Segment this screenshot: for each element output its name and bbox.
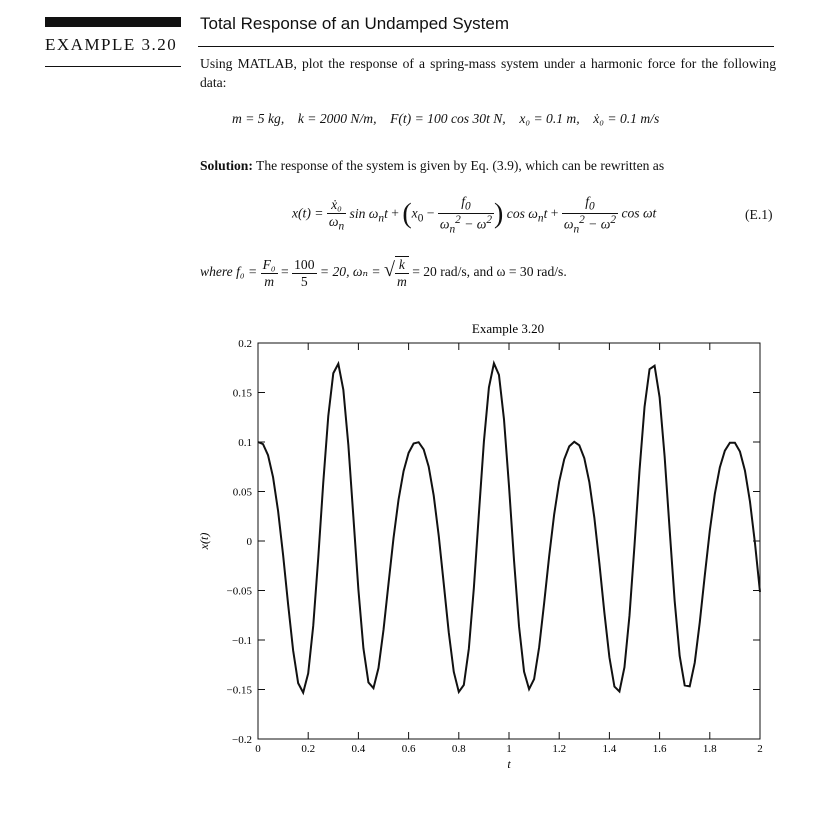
y-tick-label: −0.15 bbox=[226, 684, 252, 697]
y-axis-label: x(t) bbox=[197, 532, 211, 550]
x-tick-label: 1.6 bbox=[652, 743, 667, 755]
where-prefix: where f₀ = bbox=[200, 264, 258, 280]
x-tick-label: 2 bbox=[757, 743, 763, 755]
example-title: Total Response of an Undamped System bbox=[200, 14, 510, 33]
x-axis-label: t bbox=[507, 757, 511, 771]
x-tick-label: 0.4 bbox=[351, 743, 366, 755]
x-tick-label: 1.2 bbox=[552, 743, 567, 755]
x-tick-label: 1 bbox=[506, 743, 512, 755]
where-frac-den: m bbox=[264, 273, 275, 289]
x-tick-label: 1.8 bbox=[702, 743, 717, 755]
eq-lhs: x(t) = bbox=[292, 205, 324, 221]
where-rest: = 20, ωₙ = bbox=[319, 264, 381, 280]
equation-e1: x(t) = $\frac{\text{ẋ₀}}{\omega_n}$ $\sin \omega_nt + (x_0$ − $\frac{f_0}{\omega_n^2 - \omega^2}$ ) $\cos \omega_nt$ + $\frac{f_0}{\omega_n^2 - \omega^2}$ cos ωt bbox=[292, 194, 657, 235]
where-eq-num: 100 bbox=[294, 256, 315, 272]
y-tick-label: 0.2 bbox=[238, 338, 252, 350]
where-frac-num: F₀ bbox=[262, 256, 276, 272]
given-force: F(t) = 100 cos 30t N, bbox=[390, 111, 506, 126]
where-eq-den: 5 bbox=[300, 273, 308, 289]
y-tick-label: −0.1 bbox=[232, 635, 252, 647]
given-xdot0: ẋ₀ = 0.1 m/s bbox=[593, 111, 660, 126]
where-tail: = 20 rad/s, and ω = 30 rad/s. bbox=[412, 264, 567, 280]
where-line: where f₀ = $\frac{\text{F₀}}{m}$ = $\frac{100}{5}$ = 20, ωₙ = √ $\frac{k}{m}$ = 20 rad/s, and ω = 30 rad/s. bbox=[200, 256, 567, 289]
series-line-x-of-t bbox=[258, 363, 760, 692]
example-label: EXAMPLE 3.20 bbox=[45, 35, 178, 54]
given-k: k = 2000 N/m, bbox=[297, 111, 377, 126]
y-tick-label: −0.2 bbox=[232, 734, 252, 746]
y-tick-label: −0.05 bbox=[226, 585, 252, 598]
y-tick-label: 0.05 bbox=[232, 486, 252, 499]
y-tick-label: 0.1 bbox=[238, 437, 252, 449]
problem-text: Using MATLAB, plot the response of a spring-mass system under a harmonic force for the following data: bbox=[200, 56, 776, 90]
solution-label: Solution: bbox=[200, 158, 253, 173]
given-m: m = 5 kg, bbox=[232, 111, 285, 126]
y-tick-label: 0 bbox=[246, 536, 252, 548]
solution-text: The response of the system is given by Eq. (3.9), which can be rewritten as bbox=[256, 158, 665, 173]
equation-number: (E.1) bbox=[745, 207, 773, 222]
given-x0: x₀ = 0.1 m, bbox=[519, 111, 580, 126]
chart-title: Example 3.20 bbox=[471, 321, 545, 336]
x-tick-label: 0.2 bbox=[301, 743, 316, 755]
x-tick-label: 0 bbox=[255, 743, 261, 755]
x-tick-label: 0.8 bbox=[451, 743, 466, 755]
x-tick-label: 0.6 bbox=[401, 743, 416, 755]
y-tick-label: 0.15 bbox=[232, 387, 252, 400]
x-tick-label: 1.4 bbox=[602, 743, 617, 755]
